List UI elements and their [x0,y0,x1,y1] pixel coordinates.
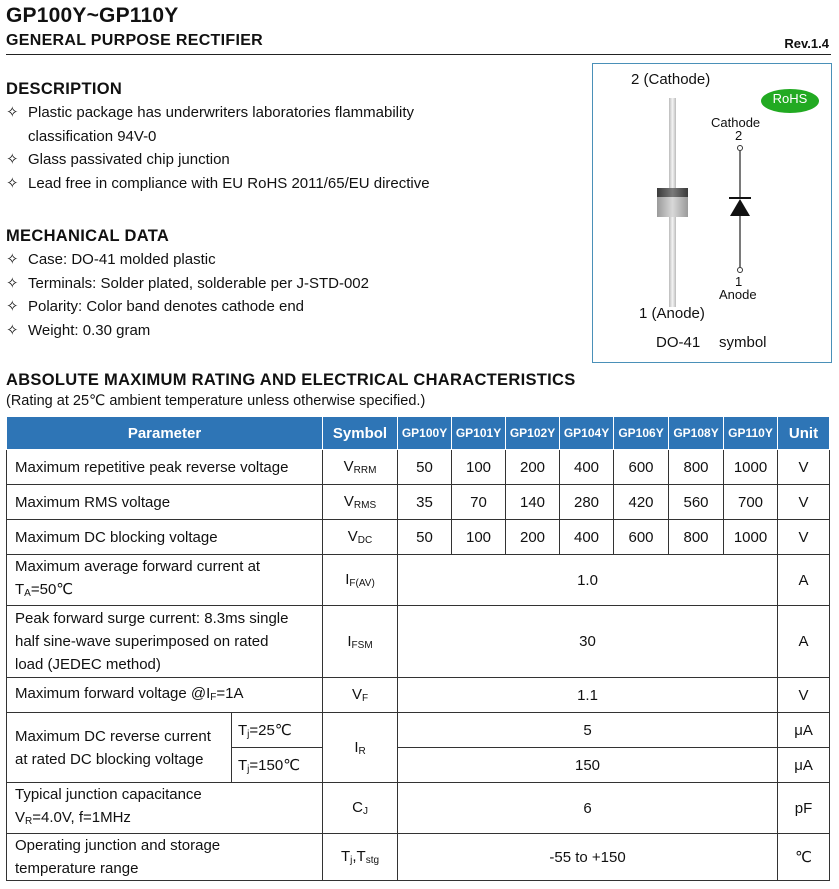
value-cell: 1000 [724,520,778,555]
value-cell: 800 [669,520,724,555]
table-row [7,520,830,555]
header-parameter: Parameter [7,417,323,450]
header-part: GP110Y [724,417,778,450]
bullet-icon: ✧ [6,151,19,168]
value-cell: 1.1 [398,678,778,713]
header-part: GP100Y [398,417,452,450]
symbol-pin2-label: 2 [735,128,743,143]
header-part: GP101Y [452,417,506,450]
bullet-icon: ✧ [6,251,19,268]
symbol-cell: $V_F$ [323,678,398,713]
bullet-icon: ✧ [6,174,19,192]
symbol-cell: $V_{DC}$ [323,520,398,555]
anode-bottom-label: 1 (Anode) [639,305,705,322]
document-title: GP100Y~GP110Y [6,4,179,27]
mechanical-list [6,248,576,342]
value-cell: 700 [724,485,778,520]
value-cell: -55 to +150 [398,834,778,881]
symbol-cell: $T_j,T_{stg}$ [323,834,398,881]
value-cell: 1.0 [398,555,778,606]
unit-cell: V [778,520,830,555]
unit-cell: μA [778,748,830,783]
table-row [7,450,830,485]
unit-cell: A [778,606,830,678]
header-part: GP106Y [614,417,669,450]
mechanical-heading: MECHANICAL DATA [6,227,170,245]
value-cell: 150 [398,748,778,783]
header-part: GP104Y [560,417,614,450]
bullet-icon: ✧ [6,104,19,121]
description-list [6,101,576,195]
symbol-cell: $I_{F(AV)}$ [323,555,398,606]
value-cell: 200 [506,450,560,485]
cathode-top-label: 2 (Cathode) [631,71,711,88]
param-cell: Maximum RMS voltage [7,485,323,520]
ratings-table [6,416,830,881]
table-row [7,678,830,713]
package-caption: DO-41 [656,334,701,351]
condition-cell: $T_j=25℃$ [232,713,323,748]
table-row [7,555,830,606]
bullet-icon: ✧ [6,274,19,292]
param-cell: Maximum DC reverse current at rated DC blocking voltage [7,713,232,783]
description-heading: DESCRIPTION [6,80,123,98]
header-symbol: Symbol [323,417,398,450]
package-diagram-box [592,63,832,363]
unit-cell: μA [778,713,830,748]
param-cell: Maximum average forward current at $T_A=50℃$ [7,555,323,606]
table-header-row [7,417,830,450]
symbol-anode-label: Anode [719,287,757,302]
header-part: GP108Y [669,417,724,450]
unit-cell: ℃ [778,834,830,881]
table-row [7,713,830,748]
param-cell: Maximum DC blocking voltage [7,520,323,555]
symbol-cathode-label: Cathode [711,115,761,130]
value-cell: 600 [614,450,669,485]
header-part: GP102Y [506,417,560,450]
pin2-dot [738,146,743,151]
list-item: classification 94V-0 [28,127,157,145]
unit-cell: V [778,678,830,713]
list-item: ✧ Plastic package has underwriters laboratories flammability [6,101,576,125]
cathode-band [657,188,688,197]
bullet-icon: ✧ [6,298,19,315]
symbol-pin1-label: 1 [735,274,743,289]
list-item: ✧ Case: DO-41 molded plastic [6,248,576,272]
value-cell: 100 [452,450,506,485]
symbol-cell: $I_{FSM}$ [323,606,398,678]
header-unit: Unit [778,417,830,450]
condition-cell: $T_j=150℃$ [232,748,323,783]
value-cell: 800 [669,450,724,485]
param-cell: Maximum repetitive peak reverse voltage [7,450,323,485]
symbol-cell: $V_{RMS}$ [323,485,398,520]
table-row [7,834,830,881]
lead-top [669,98,676,188]
list-item: ✧ Terminals: Solder plated, solderable per J-STD-002 [6,272,576,296]
param-cell: Maximum forward voltage $@I_F=1A$ [7,678,323,713]
diode-triangle-icon [730,199,750,216]
package-diagram [593,64,831,362]
value-cell: 50 [398,520,452,555]
param-cell: Operating junction and storage temperature range [7,834,323,881]
param-cell: Typical junction capacitance $V_R=4.0V$, f=1MHz [7,783,323,834]
symbol-cell: $C_J$ [323,783,398,834]
lead-bottom [669,217,676,307]
symbol-cell: $V_{RRM}$ [323,450,398,485]
ratings-note: (Rating at 25℃ ambient temperature unless otherwise specified.) [6,393,426,409]
value-cell: 70 [452,485,506,520]
value-cell: 6 [398,783,778,834]
value-cell: 400 [560,520,614,555]
revision-label: Rev.1.4 [784,36,829,51]
value-cell: 30 [398,606,778,678]
value-cell: 5 [398,713,778,748]
list-item: ✧ Lead free in compliance with EU RoHS 2011/65/EU directive [6,172,576,196]
unit-cell: V [778,485,830,520]
value-cell: 200 [506,520,560,555]
list-item: ✧ Glass passivated chip junction [6,148,576,172]
symbol-caption: symbol [719,334,767,351]
table-row [7,783,830,834]
value-cell: 420 [614,485,669,520]
value-cell: 400 [560,450,614,485]
symbol-cell: $I_R$ [323,713,398,783]
value-cell: 50 [398,450,452,485]
ratings-heading: ABSOLUTE MAXIMUM RATING AND ELECTRICAL CHARACTERISTICS [6,371,576,389]
value-cell: 600 [614,520,669,555]
value-cell: 560 [669,485,724,520]
table-row [7,485,830,520]
pin1-dot [738,268,743,273]
rohs-label: RoHS [772,91,808,106]
list-item: ✧ Polarity: Color band denotes cathode end [6,295,576,319]
unit-cell: A [778,555,830,606]
bullet-icon: ✧ [6,321,19,339]
unit-cell: V [778,450,830,485]
table-row [7,606,830,678]
value-cell: 280 [560,485,614,520]
param-cell: Peak forward surge current: 8.3ms single half sine-wave superimposed on rated load (JEDEC method) [7,606,323,678]
value-cell: 100 [452,520,506,555]
document-subtitle: GENERAL PURPOSE RECTIFIER [6,32,264,49]
header-divider [6,54,831,55]
value-cell: 140 [506,485,560,520]
unit-cell: pF [778,783,830,834]
value-cell: 1000 [724,450,778,485]
list-item: ✧ Weight: 0.30 gram [6,319,576,343]
value-cell: 35 [398,485,452,520]
